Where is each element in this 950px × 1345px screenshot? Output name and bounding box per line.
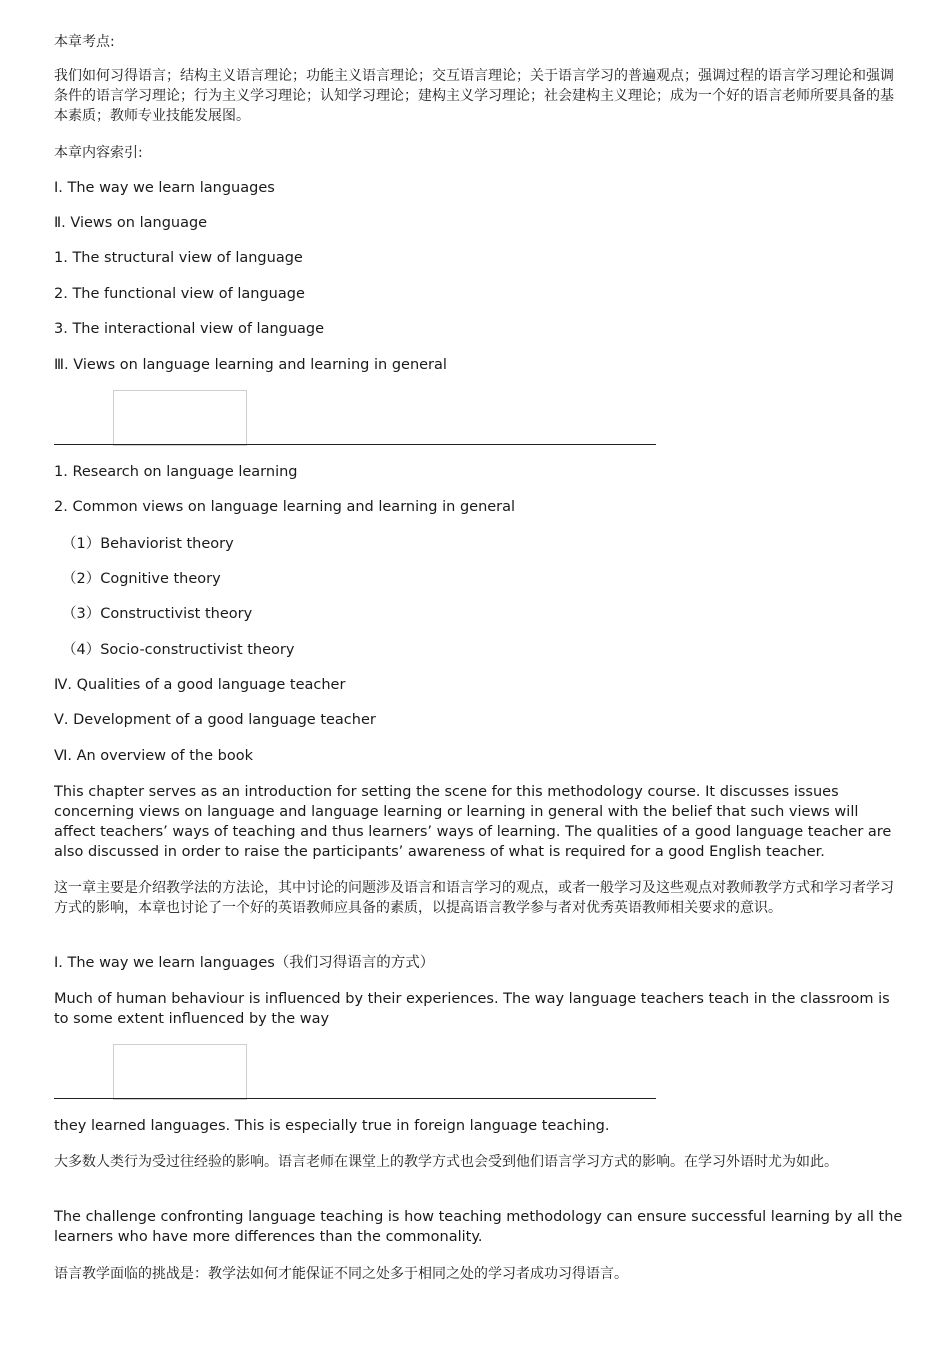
page-break-separator [54, 390, 656, 446]
section1-paragraph-zh: 大多数人类行为受过往经验的影响。语言老师在课堂上的教学方式也会受到他们语言学习方式的影响。在学习外语时尤为如此。 [54, 1154, 838, 1170]
outline-item: Ⅳ. Qualities of a good language teacher [54, 677, 346, 693]
section1-paragraph-en-continued: they learned languages. This is especially true in foreign language teaching. [54, 1118, 610, 1134]
outline-item: 3. The interactional view of language [54, 321, 325, 337]
outline-item: （1）Behaviorist theory [62, 536, 234, 552]
divider-line [54, 1098, 656, 1099]
outline-item: Ⅰ. The way we learn languages [54, 180, 275, 196]
outline-item: Ⅴ. Development of a good language teacher [54, 712, 376, 728]
challenge-paragraph-zh: 语言教学面临的挑战是：教学法如何才能保证不同之处多于相同之处的学习者成功习得语言。 [54, 1266, 628, 1282]
outline-item: Ⅲ. Views on language learning and learning in general [54, 357, 447, 373]
key-points-text: 我们如何习得语言；结构主义语言理论；功能主义语言理论；交互语言理论；关于语言学习的普遍观点；强调过程的语言学习理论和强调条件的语言学习理论；行为主义学习理论；认知学习理论；建构主义学习理论；社会建构主义理论；成为一个好的语言老师所要具备的基本素质；教师专业技能发展图。 [54, 68, 894, 124]
outline-item: 2. The functional view of language [54, 286, 305, 302]
outline-item: 1. The structural view of language [54, 250, 303, 266]
outline-item: （2）Cognitive theory [62, 571, 221, 587]
section1-paragraph-en: Much of human behaviour is influenced by their experiences. The way language teachers teach in the classroom is to some extent influenced by the way [54, 991, 890, 1027]
key-points-label: 本章考点: [54, 34, 115, 50]
outline-item: Ⅵ. An overview of the book [54, 748, 253, 764]
page-break-separator [54, 1044, 656, 1100]
intro-paragraph-en: This chapter serves as an introduction for setting the scene for this methodology course. It discusses issues concerning views on language and language learning or learning in general with the belief that such views will affect teachers’ ways of teaching and thus learners’ ways of learning. The qualities of a good language teacher are also discussed in order to raise the participants’ awareness of what is required for a good English teacher. [54, 784, 892, 860]
challenge-paragraph-en: The challenge confronting language teaching is how teaching methodology can ensure successful learning by all the learners who have more differences than the commonality. [54, 1209, 903, 1245]
outline-item: （3）Constructivist theory [62, 606, 253, 622]
content-index-label: 本章内容索引: [54, 145, 143, 161]
divider-line [54, 444, 656, 445]
outline-item: 2. Common views on language learning and learning in general [54, 499, 516, 515]
intro-paragraph-zh: 这一章主要是介绍教学法的方法论，其中讨论的问题涉及语言和语言学习的观点，或者一般学习及这些观点对教师教学方式和学习者学习方式的影响，本章也讨论了一个好的英语教师应具备的素质，以提高语言教学参与者对优秀英语教师相关要求的意识。 [54, 880, 894, 916]
outline-item: Ⅱ. Views on language [54, 215, 208, 231]
section-heading: Ⅰ. The way we learn languages（我们习得语言的方式） [54, 955, 435, 971]
outline-item: 1. Research on language learning [54, 464, 298, 480]
outline-item: （4）Socio-constructivist theory [62, 642, 295, 658]
blank-image-box [113, 1044, 247, 1100]
blank-image-box [113, 390, 247, 446]
